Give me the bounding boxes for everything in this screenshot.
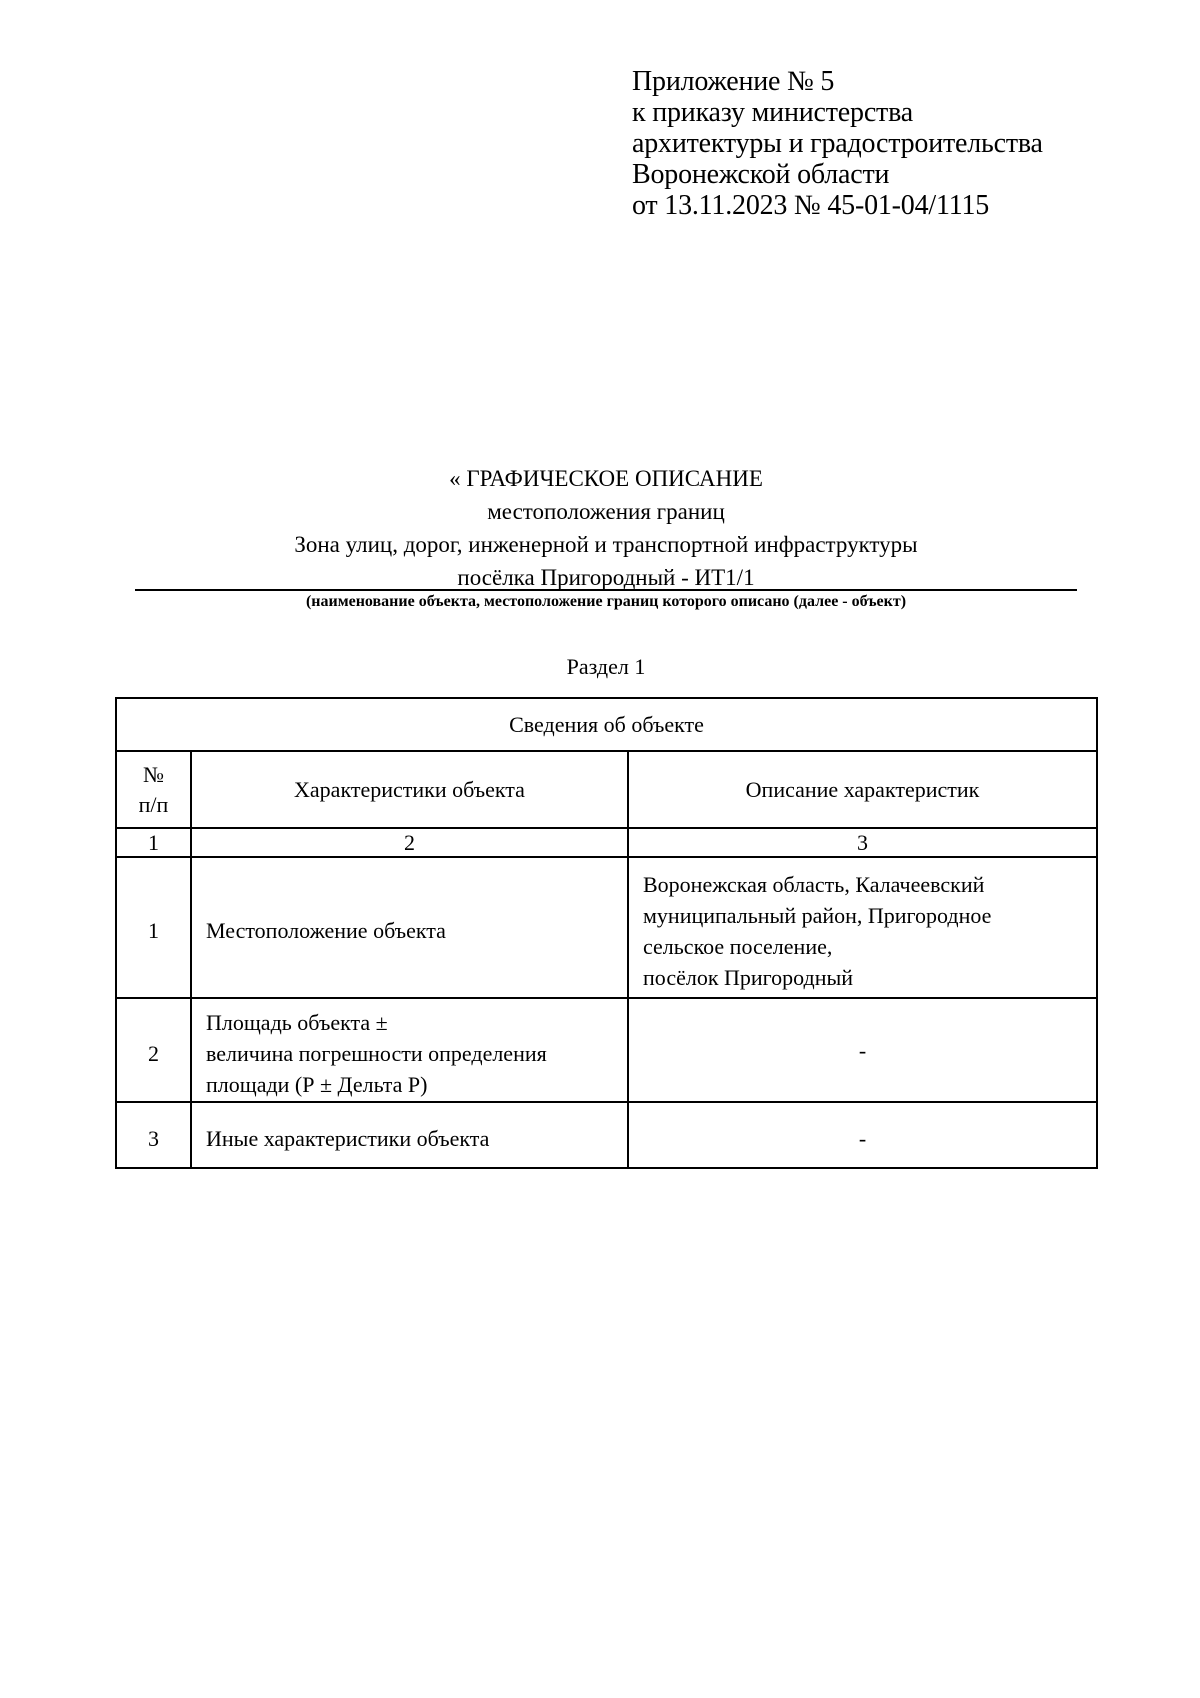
table-row [116, 998, 1097, 1102]
header-num-line2: п/п [138, 791, 169, 817]
table-row [116, 1102, 1097, 1168]
appendix-header [632, 66, 1043, 221]
section-title: Раздел 1 [566, 654, 646, 679]
characteristic-line: Местоположение объекта [206, 918, 446, 943]
column-number: 3 [628, 828, 1097, 857]
column-number: 1 [116, 828, 191, 857]
title-line-2: местоположения границ [487, 499, 725, 524]
table-row [116, 857, 1097, 998]
description-line: - [858, 1125, 867, 1151]
title-caption: (наименование объекта, местоположение границ которого описано (далее - объект) [305, 593, 907, 610]
title-underline [135, 589, 1077, 591]
characteristic-line: Иные характеристики объекта [206, 1125, 490, 1151]
row-description [628, 1102, 1097, 1168]
description-line: Воронежская область, Калачеевский [643, 871, 985, 897]
header-description: Описание характеристик [628, 751, 1097, 828]
header-num [116, 751, 191, 828]
characteristic-line: площади (Р ± Дельта Р) [206, 1071, 428, 1097]
description-line: - [858, 1037, 867, 1063]
description-line: муниципальный район, Пригородное [643, 902, 992, 928]
row-characteristic [191, 1102, 628, 1168]
header-num-line1: № [143, 761, 164, 787]
row-description [628, 857, 1097, 998]
column-number: 2 [191, 828, 628, 857]
row-number: 3 [116, 1102, 191, 1168]
row-characteristic [191, 998, 628, 1102]
characteristic-line: Площадь объекта ± [206, 1009, 388, 1035]
row-number: 2 [116, 998, 191, 1102]
description-line: посёлок Пригородный [643, 964, 854, 990]
table-header-row [116, 751, 1097, 828]
appendix-line: к приказу министерства [632, 97, 913, 128]
object-info-table [115, 697, 1098, 1169]
appendix-line: Воронежской области [632, 159, 890, 190]
title-line-3: Зона улиц, дорог, инженерной и транспортной инфраструктуры [294, 532, 918, 557]
title-line-1: « ГРАФИЧЕСКОЕ ОПИСАНИЕ [449, 466, 763, 491]
column-numbers-row [116, 828, 1097, 857]
appendix-line: от 13.11.2023 № 45-01-04/1115 [632, 190, 990, 221]
document-title [135, 462, 1077, 594]
appendix-line: архитектуры и градостроительства [632, 128, 1043, 159]
characteristic-line: величина погрешности определения [206, 1040, 547, 1066]
table-caption-row [116, 698, 1097, 751]
table-caption: Сведения об объекте [116, 698, 1097, 751]
description-line: сельское поселение, [643, 933, 833, 959]
title-line-4: посёлка Пригородный - ИТ1/1 [457, 565, 755, 590]
header-characteristic: Характеристики объекта [191, 751, 628, 828]
row-description [628, 998, 1097, 1102]
appendix-line: Приложение № 5 [632, 66, 835, 97]
row-characteristic [191, 857, 628, 998]
row-number: 1 [116, 857, 191, 998]
